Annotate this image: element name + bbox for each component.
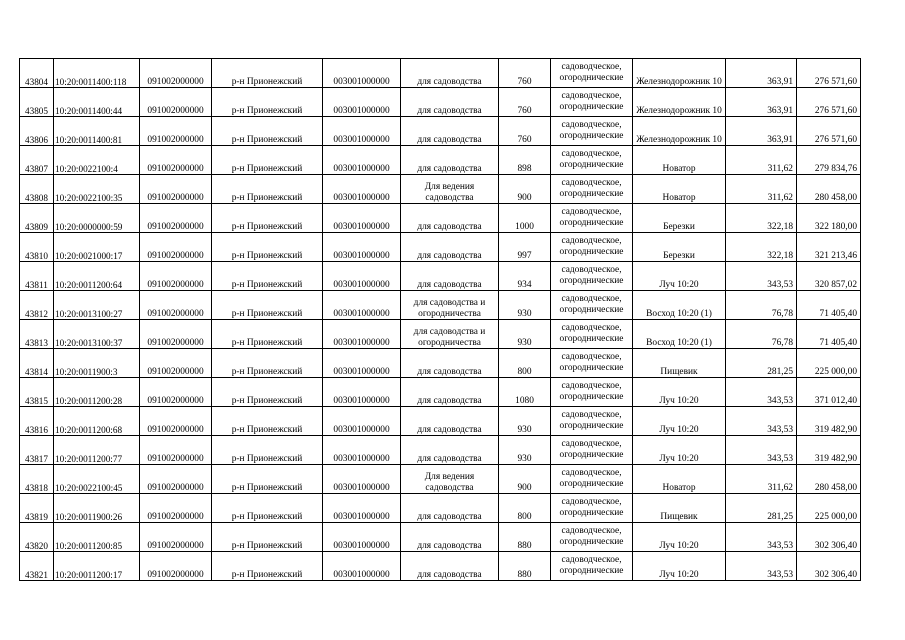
snt-name-text: Луч 10:20 bbox=[659, 569, 699, 580]
cell-specific-value: 343,53 bbox=[726, 262, 797, 291]
snt-name-text: Новатор bbox=[662, 163, 696, 174]
table-row bbox=[20, 262, 861, 291]
cell-land-category: садоводческое, огороднические bbox=[551, 146, 633, 175]
cell-district: р-н Прионежский bbox=[212, 146, 323, 175]
cell-area: 930 bbox=[499, 291, 551, 320]
cell-district: р-н Прионежский bbox=[212, 59, 323, 88]
cell-permitted-use: для садоводства bbox=[401, 262, 499, 291]
cell-permitted-use: для садоводства bbox=[401, 523, 499, 552]
cell-oktmo-code: 003001000000 bbox=[323, 378, 401, 407]
cell-permitted-use: Для ведения садоводства bbox=[401, 175, 499, 204]
cell-cadastral-value: 71 405,40 bbox=[797, 291, 861, 320]
cell-okato-code: 091002000000 bbox=[140, 378, 212, 407]
snt-name-text: Восход 10:20 (1) bbox=[646, 308, 712, 319]
cell-specific-value: 311,62 bbox=[726, 175, 797, 204]
cell-land-category: садоводческое, огороднические bbox=[551, 407, 633, 436]
cell-okato-code: 091002000000 bbox=[140, 233, 212, 262]
cell-cadastral-value: 319 482,90 bbox=[797, 436, 861, 465]
cell-area: 1000 bbox=[499, 204, 551, 233]
cell-snt-name bbox=[633, 320, 726, 349]
cell-district: р-н Прионежский bbox=[212, 349, 323, 378]
cell-land-category: садоводческое, огороднические bbox=[551, 320, 633, 349]
cell-land-category: садоводческое, огороднические bbox=[551, 552, 633, 581]
cell-land-category: садоводческое, огороднические bbox=[551, 291, 633, 320]
snt-name-text: Луч 10:20 bbox=[659, 424, 699, 435]
cell-snt-name bbox=[633, 146, 726, 175]
cell-cadastral-value: 320 857,02 bbox=[797, 262, 861, 291]
cell-oktmo-code: 003001000000 bbox=[323, 146, 401, 175]
cell-district: р-н Прионежский bbox=[212, 204, 323, 233]
cell-snt-name bbox=[633, 233, 726, 262]
cell-specific-value: 311,62 bbox=[726, 146, 797, 175]
cell-row-id: 43817 bbox=[20, 436, 54, 465]
cell-specific-value: 343,53 bbox=[726, 552, 797, 581]
cell-district: р-н Прионежский bbox=[212, 494, 323, 523]
cell-area: 880 bbox=[499, 552, 551, 581]
cell-area: 997 bbox=[499, 233, 551, 262]
cell-cadastral-value: 276 571,60 bbox=[797, 117, 861, 146]
cell-cadastral-number: 10:20:0011400:118 bbox=[54, 59, 140, 88]
cell-oktmo-code: 003001000000 bbox=[323, 465, 401, 494]
cell-cadastral-value: 225 000,00 bbox=[797, 349, 861, 378]
table-row bbox=[20, 146, 861, 175]
cell-cadastral-number: 10:20:0022100:35 bbox=[54, 175, 140, 204]
table-row bbox=[20, 378, 861, 407]
cell-snt-name bbox=[633, 378, 726, 407]
cell-area: 934 bbox=[499, 262, 551, 291]
cell-oktmo-code: 003001000000 bbox=[323, 407, 401, 436]
cell-okato-code: 091002000000 bbox=[140, 59, 212, 88]
cell-row-id: 43813 bbox=[20, 320, 54, 349]
cell-land-category: садоводческое, огороднические bbox=[551, 175, 633, 204]
cell-okato-code: 091002000000 bbox=[140, 494, 212, 523]
cell-district: р-н Прионежский bbox=[212, 552, 323, 581]
cell-okato-code: 091002000000 bbox=[140, 117, 212, 146]
cell-land-category: садоводческое, огороднические bbox=[551, 523, 633, 552]
cell-permitted-use: для садоводства bbox=[401, 88, 499, 117]
cell-area: 1080 bbox=[499, 378, 551, 407]
cell-permitted-use: для садоводства bbox=[401, 117, 499, 146]
cell-oktmo-code: 003001000000 bbox=[323, 320, 401, 349]
cell-snt-name bbox=[633, 204, 726, 233]
cell-cadastral-number: 10:20:0011200:28 bbox=[54, 378, 140, 407]
table-row bbox=[20, 552, 861, 581]
cell-row-id: 43816 bbox=[20, 407, 54, 436]
cell-row-id: 43821 bbox=[20, 552, 54, 581]
cell-district: р-н Прионежский bbox=[212, 407, 323, 436]
cell-snt-name bbox=[633, 59, 726, 88]
cell-okato-code: 091002000000 bbox=[140, 146, 212, 175]
cell-cadastral-value: 276 571,60 bbox=[797, 88, 861, 117]
cell-permitted-use: для садоводства и огородничества bbox=[401, 291, 499, 320]
snt-name-text: Железнодорожник 10 bbox=[636, 105, 722, 116]
cell-district: р-н Прионежский bbox=[212, 88, 323, 117]
cell-permitted-use: для садоводства bbox=[401, 349, 499, 378]
cell-specific-value: 281,25 bbox=[726, 349, 797, 378]
cell-snt-name bbox=[633, 262, 726, 291]
cell-land-category: садоводческое, огороднические bbox=[551, 349, 633, 378]
cell-row-id: 43814 bbox=[20, 349, 54, 378]
table-row bbox=[20, 523, 861, 552]
table-row bbox=[20, 349, 861, 378]
cell-oktmo-code: 003001000000 bbox=[323, 523, 401, 552]
cell-cadastral-number: 10:20:0011900:3 bbox=[54, 349, 140, 378]
cell-land-category: садоводческое, огороднические bbox=[551, 378, 633, 407]
cell-permitted-use: для садоводства и огородничества bbox=[401, 320, 499, 349]
cell-area: 900 bbox=[499, 465, 551, 494]
table-row bbox=[20, 204, 861, 233]
cell-specific-value: 281,25 bbox=[726, 494, 797, 523]
cell-row-id: 43811 bbox=[20, 262, 54, 291]
cell-oktmo-code: 003001000000 bbox=[323, 175, 401, 204]
table-row bbox=[20, 175, 861, 204]
cell-permitted-use: для садоводства bbox=[401, 552, 499, 581]
snt-name-text: Железнодорожник 10 bbox=[636, 76, 722, 87]
cell-okato-code: 091002000000 bbox=[140, 523, 212, 552]
cell-district: р-н Прионежский bbox=[212, 291, 323, 320]
cell-cadastral-number: 10:20:0011400:44 bbox=[54, 88, 140, 117]
cell-cadastral-value: 280 458,00 bbox=[797, 175, 861, 204]
snt-name-text: Луч 10:20 bbox=[659, 395, 699, 406]
cell-snt-name bbox=[633, 494, 726, 523]
cell-oktmo-code: 003001000000 bbox=[323, 349, 401, 378]
cell-permitted-use: для садоводства bbox=[401, 407, 499, 436]
cell-okato-code: 091002000000 bbox=[140, 552, 212, 581]
snt-name-text: Новатор bbox=[662, 192, 696, 203]
cell-area: 930 bbox=[499, 407, 551, 436]
cell-row-id: 43808 bbox=[20, 175, 54, 204]
cell-oktmo-code: 003001000000 bbox=[323, 59, 401, 88]
cell-oktmo-code: 003001000000 bbox=[323, 291, 401, 320]
cell-cadastral-value: 302 306,40 bbox=[797, 552, 861, 581]
cell-permitted-use: для садоводства bbox=[401, 436, 499, 465]
cell-okato-code: 091002000000 bbox=[140, 204, 212, 233]
cell-district: р-н Прионежский bbox=[212, 117, 323, 146]
cell-district: р-н Прионежский bbox=[212, 436, 323, 465]
snt-name-text: Луч 10:20 bbox=[659, 279, 699, 290]
table-row bbox=[20, 59, 861, 88]
cell-snt-name bbox=[633, 291, 726, 320]
cell-cadastral-number: 10:20:0022100:4 bbox=[54, 146, 140, 175]
cell-okato-code: 091002000000 bbox=[140, 320, 212, 349]
snt-name-text: Луч 10:20 bbox=[659, 540, 699, 551]
cell-snt-name bbox=[633, 436, 726, 465]
cell-cadastral-number: 10:20:0000000:59 bbox=[54, 204, 140, 233]
cell-permitted-use: для садоводства bbox=[401, 59, 499, 88]
cell-permitted-use: для садоводства bbox=[401, 494, 499, 523]
cell-district: р-н Прионежский bbox=[212, 320, 323, 349]
table-row bbox=[20, 465, 861, 494]
cell-snt-name bbox=[633, 175, 726, 204]
cell-permitted-use: для садоводства bbox=[401, 233, 499, 262]
cell-cadastral-value: 371 012,40 bbox=[797, 378, 861, 407]
cell-specific-value: 311,62 bbox=[726, 465, 797, 494]
cell-row-id: 43818 bbox=[20, 465, 54, 494]
cell-area: 800 bbox=[499, 349, 551, 378]
cell-snt-name bbox=[633, 523, 726, 552]
cell-snt-name bbox=[633, 465, 726, 494]
cell-specific-value: 76,78 bbox=[726, 291, 797, 320]
cell-permitted-use: Для ведения садоводства bbox=[401, 465, 499, 494]
cell-specific-value: 363,91 bbox=[726, 59, 797, 88]
cell-specific-value: 76,78 bbox=[726, 320, 797, 349]
cell-specific-value: 363,91 bbox=[726, 88, 797, 117]
cell-oktmo-code: 003001000000 bbox=[323, 233, 401, 262]
cell-area: 760 bbox=[499, 117, 551, 146]
cell-cadastral-value: 279 834,76 bbox=[797, 146, 861, 175]
cell-land-category: садоводческое, огороднические bbox=[551, 233, 633, 262]
table-row bbox=[20, 320, 861, 349]
cell-cadastral-value: 276 571,60 bbox=[797, 59, 861, 88]
cell-land-category: садоводческое, огороднические bbox=[551, 204, 633, 233]
snt-name-text: Луч 10:20 bbox=[659, 453, 699, 464]
cell-oktmo-code: 003001000000 bbox=[323, 262, 401, 291]
cell-district: р-н Прионежский bbox=[212, 262, 323, 291]
cell-okato-code: 091002000000 bbox=[140, 88, 212, 117]
cell-cadastral-value: 319 482,90 bbox=[797, 407, 861, 436]
cell-district: р-н Прионежский bbox=[212, 465, 323, 494]
cell-land-category: садоводческое, огороднические bbox=[551, 117, 633, 146]
cell-cadastral-value: 71 405,40 bbox=[797, 320, 861, 349]
snt-name-text: Березки bbox=[663, 250, 695, 261]
cell-okato-code: 091002000000 bbox=[140, 262, 212, 291]
cell-okato-code: 091002000000 bbox=[140, 465, 212, 494]
cell-cadastral-number: 10:20:0011200:64 bbox=[54, 262, 140, 291]
cell-okato-code: 091002000000 bbox=[140, 349, 212, 378]
cell-area: 760 bbox=[499, 59, 551, 88]
snt-name-text: Березки bbox=[663, 221, 695, 232]
cell-specific-value: 343,53 bbox=[726, 523, 797, 552]
table-body bbox=[20, 59, 861, 581]
cell-land-category: садоводческое, огороднические bbox=[551, 88, 633, 117]
cell-area: 930 bbox=[499, 320, 551, 349]
cell-cadastral-number: 10:20:0011200:77 bbox=[54, 436, 140, 465]
cell-row-id: 43807 bbox=[20, 146, 54, 175]
cell-area: 898 bbox=[499, 146, 551, 175]
cell-land-category: садоводческое, огороднические bbox=[551, 465, 633, 494]
cell-specific-value: 363,91 bbox=[726, 117, 797, 146]
cell-snt-name bbox=[633, 117, 726, 146]
cell-row-id: 43810 bbox=[20, 233, 54, 262]
cell-cadastral-value: 322 180,00 bbox=[797, 204, 861, 233]
cell-land-category: садоводческое, огороднические bbox=[551, 262, 633, 291]
cell-cadastral-number: 10:20:0011900:26 bbox=[54, 494, 140, 523]
cell-oktmo-code: 003001000000 bbox=[323, 117, 401, 146]
table-row bbox=[20, 291, 861, 320]
cell-cadastral-value: 225 000,00 bbox=[797, 494, 861, 523]
table-row bbox=[20, 88, 861, 117]
cell-cadastral-value: 321 213,46 bbox=[797, 233, 861, 262]
cell-row-id: 43812 bbox=[20, 291, 54, 320]
cell-area: 930 bbox=[499, 436, 551, 465]
table-row bbox=[20, 494, 861, 523]
cell-cadastral-number: 10:20:0011200:17 bbox=[54, 552, 140, 581]
cell-cadastral-number: 10:20:0013100:37 bbox=[54, 320, 140, 349]
cell-permitted-use: для садоводства bbox=[401, 204, 499, 233]
cell-row-id: 43819 bbox=[20, 494, 54, 523]
cell-snt-name bbox=[633, 552, 726, 581]
cell-snt-name bbox=[633, 88, 726, 117]
snt-name-text: Новатор bbox=[662, 482, 696, 493]
cell-land-category: садоводческое, огороднические bbox=[551, 494, 633, 523]
cell-permitted-use: для садоводства bbox=[401, 146, 499, 175]
cell-okato-code: 091002000000 bbox=[140, 407, 212, 436]
cell-snt-name bbox=[633, 407, 726, 436]
cell-cadastral-value: 302 306,40 bbox=[797, 523, 861, 552]
cell-cadastral-number: 10:20:0011200:68 bbox=[54, 407, 140, 436]
cell-area: 760 bbox=[499, 88, 551, 117]
cell-oktmo-code: 003001000000 bbox=[323, 436, 401, 465]
cell-row-id: 43820 bbox=[20, 523, 54, 552]
cell-row-id: 43815 bbox=[20, 378, 54, 407]
cell-district: р-н Прионежский bbox=[212, 175, 323, 204]
cell-cadastral-number: 10:20:0021000:17 bbox=[54, 233, 140, 262]
cell-cadastral-number: 10:20:0013100:27 bbox=[54, 291, 140, 320]
cell-area: 900 bbox=[499, 175, 551, 204]
cell-specific-value: 322,18 bbox=[726, 204, 797, 233]
cell-area: 880 bbox=[499, 523, 551, 552]
snt-name-text: Железнодорожник 10 bbox=[636, 134, 722, 145]
cell-cadastral-value: 280 458,00 bbox=[797, 465, 861, 494]
cell-specific-value: 343,53 bbox=[726, 378, 797, 407]
cell-specific-value: 343,53 bbox=[726, 407, 797, 436]
cell-district: р-н Прионежский bbox=[212, 378, 323, 407]
cell-cadastral-number: 10:20:0011400:81 bbox=[54, 117, 140, 146]
table-row bbox=[20, 117, 861, 146]
cell-cadastral-number: 10:20:0011200:85 bbox=[54, 523, 140, 552]
snt-name-text: Пищевик bbox=[660, 511, 698, 522]
cell-specific-value: 322,18 bbox=[726, 233, 797, 262]
cell-area: 800 bbox=[499, 494, 551, 523]
cell-oktmo-code: 003001000000 bbox=[323, 88, 401, 117]
cell-row-id: 43809 bbox=[20, 204, 54, 233]
cell-permitted-use: для садоводства bbox=[401, 378, 499, 407]
cell-land-category: садоводческое, огороднические bbox=[551, 59, 633, 88]
cell-okato-code: 091002000000 bbox=[140, 291, 212, 320]
table-row bbox=[20, 436, 861, 465]
cell-district: р-н Прионежский bbox=[212, 233, 323, 262]
table-row bbox=[20, 233, 861, 262]
cell-row-id: 43806 bbox=[20, 117, 54, 146]
snt-name-text: Восход 10:20 (1) bbox=[646, 337, 712, 348]
cell-oktmo-code: 003001000000 bbox=[323, 552, 401, 581]
table-row bbox=[20, 407, 861, 436]
cell-row-id: 43805 bbox=[20, 88, 54, 117]
cadastral-table bbox=[19, 58, 861, 581]
cell-oktmo-code: 003001000000 bbox=[323, 494, 401, 523]
cell-district: р-н Прионежский bbox=[212, 523, 323, 552]
cell-cadastral-number: 10:20:0022100:45 bbox=[54, 465, 140, 494]
cell-okato-code: 091002000000 bbox=[140, 436, 212, 465]
snt-name-text: Пищевик bbox=[660, 366, 698, 377]
cell-okato-code: 091002000000 bbox=[140, 175, 212, 204]
cell-land-category: садоводческое, огороднические bbox=[551, 436, 633, 465]
cell-row-id: 43804 bbox=[20, 59, 54, 88]
cell-snt-name bbox=[633, 349, 726, 378]
cell-oktmo-code: 003001000000 bbox=[323, 204, 401, 233]
cell-specific-value: 343,53 bbox=[726, 436, 797, 465]
